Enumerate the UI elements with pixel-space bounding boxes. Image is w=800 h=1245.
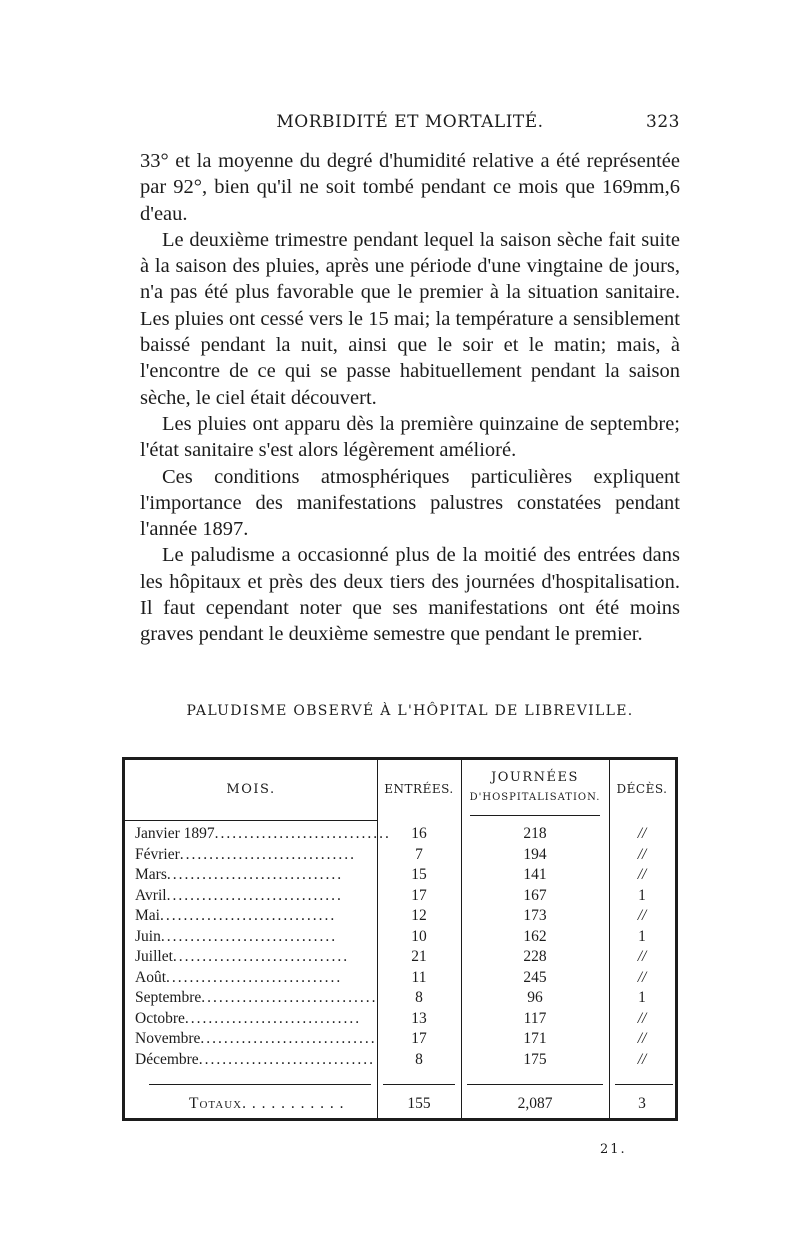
header-mois: MOIS.: [226, 782, 276, 797]
cell-journees: 141: [523, 866, 547, 883]
cell-mois: Décembre..............................: [135, 1050, 375, 1068]
total-journees: 2,087: [517, 1095, 553, 1112]
table-row: [135, 907, 671, 928]
cell-entrees: 7: [415, 845, 423, 863]
table-row: [135, 928, 671, 949]
cell-mois: Août..............................: [135, 968, 343, 986]
cell-entrees: 11: [411, 968, 427, 986]
paragraph-5: Le paludisme a occasionné plus de la moitié des entrées dans les hôpitaux et près des deux tiers des journées d'hospitalisation. Il faut cependant noter que ses manifestations ont été moins graves pendant le deuxième semestre que pendant le premier.: [140, 544, 680, 646]
cell-journees: 173: [523, 907, 547, 924]
cell-journees: 117: [523, 1009, 547, 1027]
cell-entrees: 10: [411, 927, 427, 945]
header-journees: JOURNÉES: [491, 770, 579, 785]
cell-deces: 1: [638, 927, 646, 945]
cell-mois: Juillet..............................: [135, 948, 350, 965]
total-rule: [383, 1084, 455, 1085]
table-row: [135, 989, 671, 1010]
cell-entrees: 12: [411, 907, 427, 924]
malaria-table: [122, 757, 678, 1121]
paragraph-3: Les pluies ont apparu dès la première quinzaine de septembre; l'état sanitaire s'est alors légèrement amélioré.: [140, 412, 680, 462]
table-row: [135, 1030, 671, 1051]
cell-journees: 167: [523, 886, 547, 904]
cell-entrees: 17: [411, 1030, 427, 1047]
total-rule: [615, 1084, 673, 1085]
total-rule: [149, 1084, 371, 1085]
cell-entrees: 13: [411, 1009, 427, 1027]
total-label: Totaux. . . . . . . . . . .: [189, 1095, 345, 1112]
header-deces: DÉCÈS.: [616, 782, 668, 796]
paragraph-4: Ces conditions atmosphériques particulières expliquent l'importance des manifestations palustres constatées pendant l'année 1897.: [140, 465, 680, 541]
cell-mois: Novembre..............................: [135, 1030, 377, 1047]
cell-deces: //: [637, 845, 647, 863]
cell-deces: 1: [638, 886, 646, 904]
table-row: [135, 1051, 671, 1072]
table-row: [135, 1010, 671, 1031]
cell-deces: //: [637, 907, 647, 924]
cell-deces: //: [637, 825, 647, 842]
cell-mois: Juin..............................: [135, 927, 338, 945]
cell-deces: 1: [638, 989, 646, 1006]
table-caption: PALUDISME OBSERVÉ À L'HÔPITAL DE LIBREVILLE.: [186, 703, 634, 719]
page-number: 323: [646, 112, 680, 132]
cell-mois: Février..............................: [135, 845, 357, 863]
cell-mois: Septembre..............................: [135, 989, 378, 1006]
cell-mois: Octobre..............................: [135, 1009, 362, 1027]
total-entrees: 155: [407, 1095, 431, 1112]
table-row: [135, 825, 671, 846]
cell-deces: //: [637, 866, 647, 883]
cell-deces: //: [637, 1030, 647, 1047]
cell-entrees: 21: [411, 948, 427, 965]
cell-deces: //: [637, 968, 647, 986]
paragraph-1: 33° et la moyenne du degré d'humidité relative a été représentée par 92°, bien qu'il ne soit tombé pendant ce mois que 169mm,6 d'eau.: [140, 150, 680, 225]
cell-journees: 162: [523, 927, 547, 945]
cell-deces: //: [637, 948, 647, 965]
body-text: [140, 148, 680, 648]
header-entrees: ENTRÉES.: [384, 782, 454, 796]
total-row: [135, 1095, 671, 1117]
cell-journees: 228: [523, 948, 547, 965]
cell-mois: Mai..............................: [135, 907, 337, 924]
table-row: [135, 846, 671, 867]
table-row: [135, 866, 671, 887]
table-body: [135, 825, 671, 1071]
cell-entrees: 17: [411, 886, 427, 904]
header-rule: [470, 815, 600, 816]
header-journees-sub: D'HOSPITALISATION.: [469, 792, 601, 803]
cell-journees: 96: [527, 989, 543, 1006]
cell-journees: 171: [523, 1030, 547, 1047]
table-row: [135, 948, 671, 969]
cell-journees: 175: [523, 1050, 547, 1068]
running-title: MORBIDITÉ ET MORTALITÉ.: [276, 112, 544, 132]
paragraph-2: Le deuxième trimestre pendant lequel la saison sèche fait suite à la saison des pluies, après une période d'une vingtaine de jours, n'a pas été plus favorable que le premier à la situation sanitaire. Les pluies ont cessé vers le 15 mai; la température a sensiblement baissé pendant la nuit, ainsi que le soir et le matin; mais, à l'encontre de ce qui se passe habituellement pendant la saison sèche, le ciel était découvert.: [140, 228, 680, 409]
cell-mois: Janvier 1897..............................: [135, 825, 391, 842]
signature-mark: 21.: [600, 1142, 627, 1157]
cell-entrees: 15: [411, 866, 427, 883]
cell-journees: 194: [523, 845, 547, 863]
cell-entrees: 16: [411, 825, 427, 842]
cell-deces: //: [637, 1050, 647, 1068]
cell-entrees: 8: [415, 989, 423, 1006]
total-deces: 3: [638, 1095, 646, 1112]
table-row: [135, 969, 671, 990]
total-rule: [467, 1084, 603, 1085]
cell-mois: Avril..............................: [135, 886, 343, 904]
cell-journees: 245: [523, 968, 547, 986]
header-rule: [125, 820, 377, 821]
table-row: [135, 887, 671, 908]
cell-journees: 218: [523, 825, 547, 842]
cell-mois: Mars..............................: [135, 866, 344, 883]
cell-deces: //: [637, 1009, 647, 1027]
cell-entrees: 8: [415, 1050, 423, 1068]
running-head: [140, 112, 680, 136]
